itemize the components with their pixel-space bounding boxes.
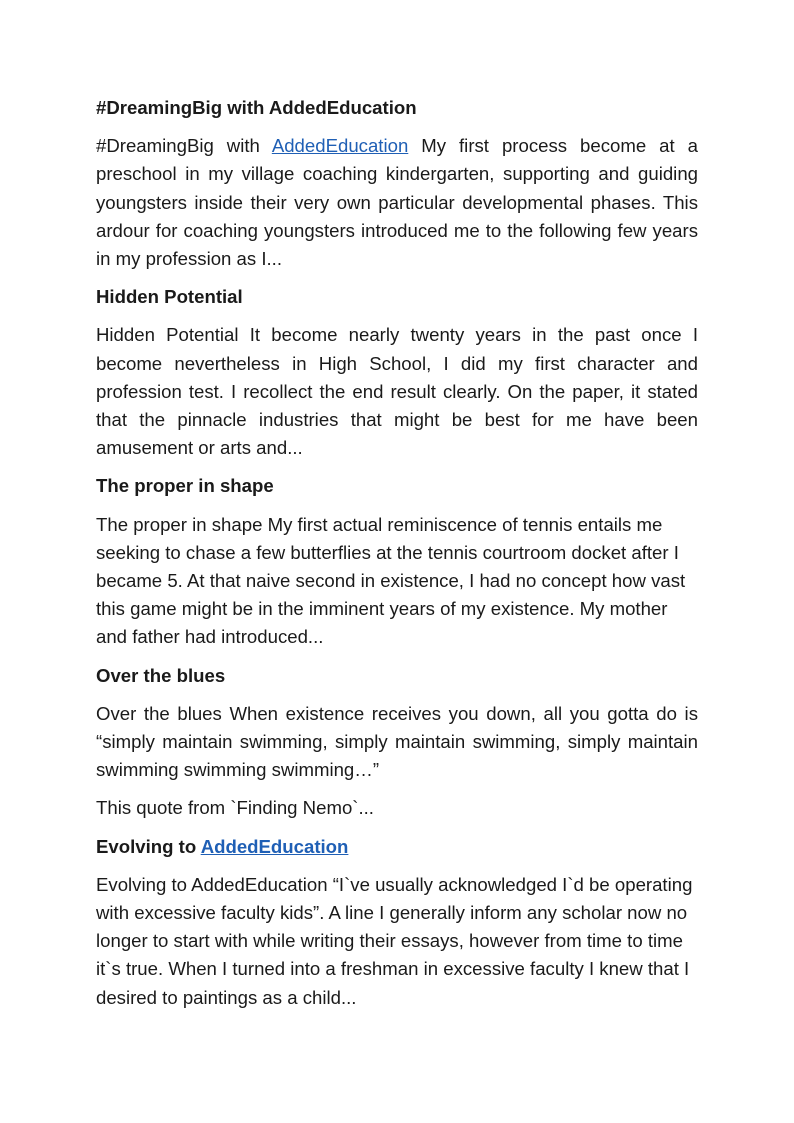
section-body-hidden-potential: Hidden Potential It become nearly twenty years in the past once I become nevertheless in High School, I did my first character and profession test. I recollect the end result clearly. On the paper, it stated that the pinnacle industries that might be best for me have been amusement or arts and... (96, 324, 698, 459)
document-page (96, 94, 698, 1022)
section-body-over-the-blues: Over the blues When existence receives you down, all you gotta do is “simply maintain swimming, simply maintain swimming, simply maintain swimming swimming swimming…” (96, 702, 698, 781)
addededucation-link[interactable]: AddedEducation (271, 135, 409, 157)
section-heading-evolving (96, 833, 698, 861)
section-body-evolving: Evolving to AddedEducation “I`ve usually acknowledged I`d be operating with excessive faculty kids”. A line I generally inform any scholar now no longer to start with while writing their essays, however from time to time it`s true. When I turned into a freshman in excessive faculty I knew that I desired to paintings as a child... (96, 873, 693, 1008)
section-heading-over-the-blues: Over the blues (96, 664, 226, 686)
heading-text-prefix: Evolving to (96, 835, 201, 857)
section-body-dreaming-big (96, 132, 698, 273)
section-heading-hidden-potential: Hidden Potential (96, 286, 243, 308)
body-text-suffix: My first process become at a preschool in my village coaching kindergarten, supporting and guiding youngsters inside their very own particular developmental phases. This ardour for coaching youngsters introduced me to the following few years in my profession as I... (96, 135, 698, 270)
section-heading-dreaming-big: #DreamingBig with AddedEducation (96, 97, 417, 118)
section-heading-proper-in-shape: The proper in shape (96, 475, 274, 497)
section-body-proper-in-shape: The proper in shape My first actual reminiscence of tennis entails me seeking to chase a few butterflies at the tennis courtroom docket after I became 5. At that naive second in existence, I had no concept how vast this game might be in the imminent years of my existence. My mother and father had introduced... (96, 513, 686, 648)
section-body-over-the-blues-quote: This quote from `Finding Nemo`... (96, 797, 374, 819)
addededucation-heading-link[interactable]: AddedEducation (200, 835, 349, 857)
body-text-prefix: #DreamingBig with (96, 135, 272, 157)
